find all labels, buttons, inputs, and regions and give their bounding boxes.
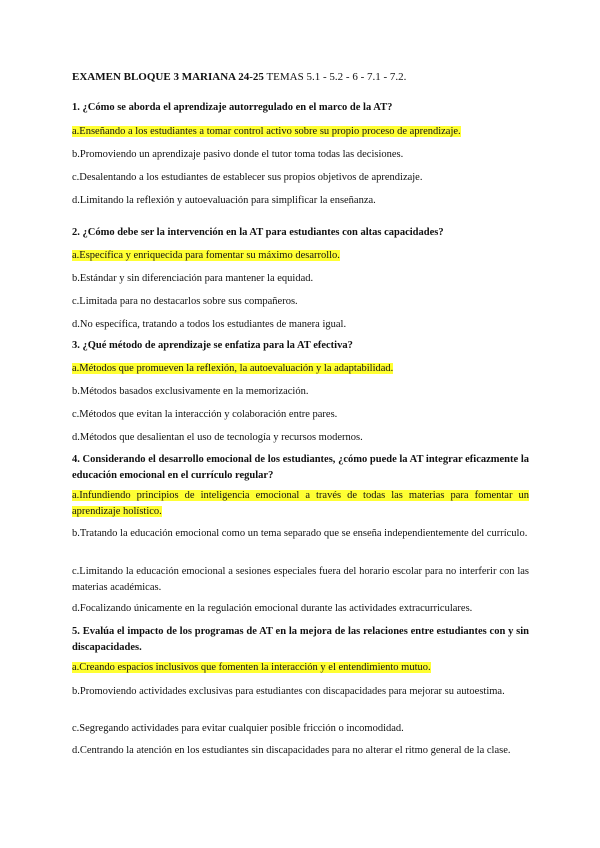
- exam-title-topics: TEMAS 5.1 - 5.2 - 6 - 7.1 - 7.2.: [263, 71, 407, 83]
- answer-3c: c.Métodos que evitan la interacción y colaboración entre pares.: [72, 409, 338, 420]
- answer-3d: d.Métodos que desalientan el uso de tecnología y recursos modernos.: [72, 432, 363, 443]
- answer-text: a.Métodos que promueven la reflexión, la autoevaluación y la adaptabilidad.: [72, 363, 394, 374]
- question-2: 2. ¿Cómo debe ser la intervención en la AT para estudiantes con altas capacidades?: [72, 227, 444, 238]
- answer-3b: b.Métodos basados exclusivamente en la memorización.: [72, 386, 309, 397]
- answer-1d: d.Limitando la reflexión y autoevaluación para simplificar la enseñanza.: [72, 195, 376, 206]
- answer-4d: d.Focalizando únicamente en la regulación emocional durante las actividades extracurriculares.: [72, 603, 473, 614]
- answer-1b: b.Promoviendo un aprendizaje pasivo donde el tutor toma todas las decisiones.: [72, 149, 404, 160]
- answer-text: a.Infundiendo principios de inteligencia emocional a través de todas las materias para fomentar un aprendizaje holístico.: [72, 490, 529, 517]
- answer-text: a.Enseñando a los estudiantes a tomar control activo sobre su propio proceso de aprendizaje.: [72, 126, 461, 137]
- answer-2d: d.No específica, tratando a todos los estudiantes de manera igual.: [72, 319, 347, 330]
- answer-2c: c.Limitada para no destacarlos sobre sus compañeros.: [72, 296, 298, 307]
- answer-text: a.Específica y enriquecida para fomentar su máximo desarrollo.: [72, 250, 340, 261]
- answer-5b: b.Promoviendo actividades exclusivas para estudiantes con discapacidades para mejorar su autoestima.: [72, 686, 505, 697]
- answer-5c: c.Segregando actividades para evitar cualquier posible fricción o incomodidad.: [72, 723, 404, 734]
- answer-1c: c.Desalentando a los estudiantes de establecer sus propios objetivos de aprendizaje.: [72, 172, 423, 183]
- answer-4b: b.Tratando la educación emocional como un tema separado que se enseña independientemente del currículo.: [72, 528, 528, 539]
- answer-3a: [72, 361, 529, 377]
- question-1: 1. ¿Cómo se aborda el aprendizaje autorregulado en el marco de la AT?: [72, 102, 393, 113]
- question-3: 3. ¿Qué método de aprendizaje se enfatiza para la AT efectiva?: [72, 340, 353, 351]
- answer-2b: b.Estándar y sin diferenciación para mantener la equidad.: [72, 273, 314, 284]
- answer-1a: [72, 124, 529, 140]
- question-4: 4. Considerando el desarrollo emocional de los estudiantes, ¿cómo puede la AT integrar eficazmente la educación emocional en el currículo regular?: [72, 454, 529, 481]
- question-5: 5. Evalúa el impacto de los programas de AT en la mejora de las relaciones entre estudiantes con y sin discapacidades.: [72, 626, 529, 653]
- answer-4c: c.Limitando la educación emocional a sesiones especiales fuera del horario escolar para no interferir con las materias académicas.: [72, 566, 529, 593]
- exam-title-bold: EXAMEN BLOQUE 3 MARIANA 24-25: [72, 71, 264, 83]
- answer-2a: [72, 248, 529, 264]
- exam-title: [72, 70, 532, 84]
- answer-5a: [72, 660, 529, 676]
- answer-4a: [72, 488, 529, 519]
- answer-5d: d.Centrando la atención en los estudiantes sin discapacidades para no alterar el ritmo general de la clase.: [72, 745, 511, 756]
- answer-text: a.Creando espacios inclusivos que fomenten la interacción y el entendimiento mutuo.: [72, 662, 431, 673]
